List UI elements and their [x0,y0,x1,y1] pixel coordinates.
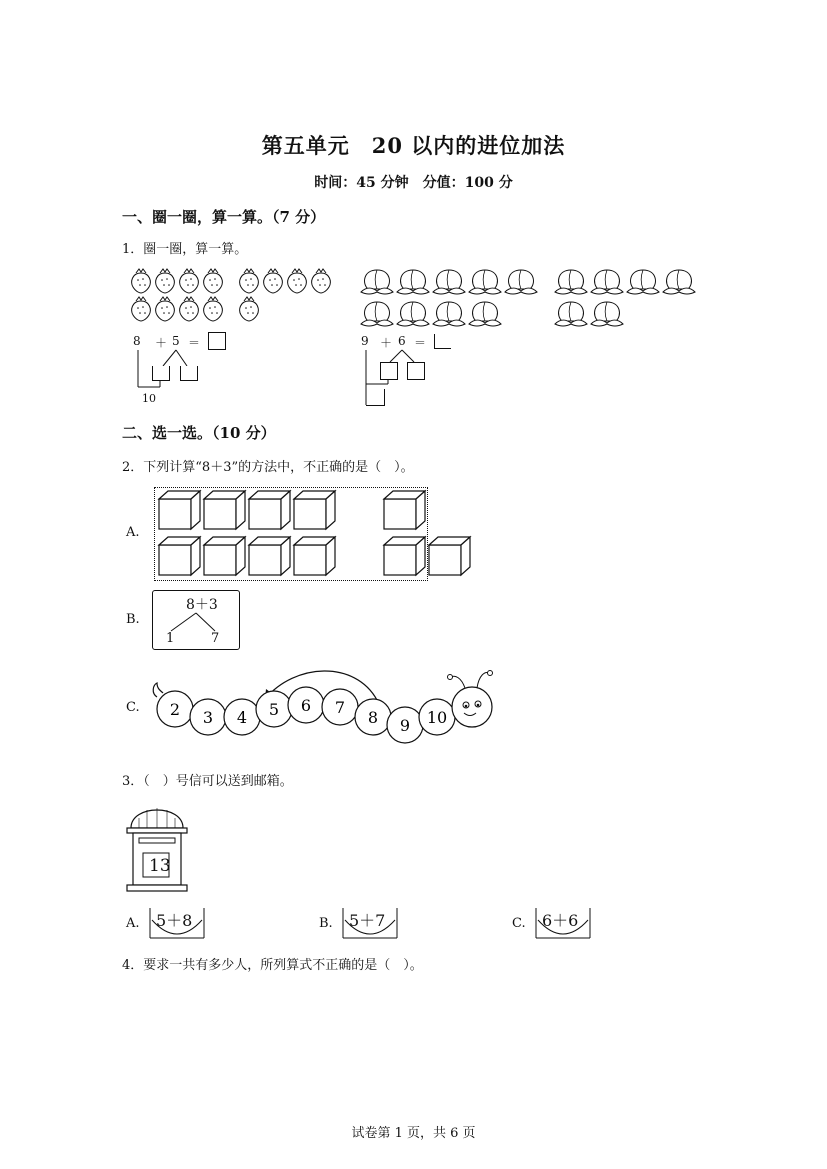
cube-icon [384,491,425,529]
page-subtitle: 时间：45 分钟 分值：100 分 [314,175,513,191]
cube-icon [249,537,290,575]
strawberry-icon-set-2 [240,269,331,321]
cube-icon [429,537,470,575]
decomposition-card [152,590,240,650]
caterpillar-segment-number: 10 [426,708,448,727]
question-3-text: 3．（ ）号信可以送到邮箱。 [122,774,293,789]
strawberry-icon-set-1 [132,269,223,321]
cube-icon [204,537,245,575]
tail-icon [153,683,163,697]
addend-b: 6 [398,334,406,348]
caterpillar-segment-number: 7 [334,698,346,717]
envelope-expression: 6＋6 [542,911,579,930]
addend-b: 5 [172,334,180,348]
caterpillar-segment-number: 3 [202,708,214,727]
page-footer: 试卷第 1 页，共 6 页 [351,1126,476,1141]
mailbox-icon [125,798,195,898]
cube-icon [159,491,200,529]
equals-sign: ＝ [414,336,427,350]
section-2-heading: 二、选一选。（10 分） [122,424,276,442]
envelope-expression: 5＋8 [156,911,193,930]
q3-option-label[interactable]: B. [319,916,333,931]
card-expression: 8＋3 [186,597,218,613]
peach-group [358,264,708,334]
question-2-text: 2．下列计算“8＋3”的方法中，不正确的是（ ）。 [122,460,414,475]
split-box-1[interactable] [380,362,398,380]
question-1-text: 1．圈一圈，算一算。 [122,242,248,257]
caterpillar-diagram [145,655,505,750]
caterpillar-segment-number: 8 [367,708,379,727]
strawberry-group [125,266,340,326]
option-c-label[interactable]: C. [126,700,140,715]
cube-icon [204,491,245,529]
split-box-1[interactable] [152,366,170,381]
envelope-expression: 5＋7 [349,911,386,930]
plus-sign: ＋ [380,336,393,350]
plus-sign: ＋ [155,336,168,350]
peach-icon-set-2 [555,270,695,326]
cube-icon [294,491,335,529]
caterpillar-segment-number: 6 [300,696,312,715]
cube-icon [249,491,290,529]
caterpillar-segment-number: 4 [236,708,248,727]
ten-label: 10 [142,392,156,405]
q3-option-label[interactable]: C. [512,916,526,931]
cube-diagram [150,485,480,585]
card-left-part: 1 [166,631,175,646]
decomposition-right [358,332,478,412]
question-4-text: 4．要求一共有多少人，所列算式不正确的是（ ）。 [122,958,423,973]
mailbox-number: 13 [149,856,171,876]
peach-icon-set-1 [361,270,537,326]
section-1-heading: 一、圈一圈，算一算。（7 分） [122,208,326,226]
caterpillar-segment-number: 5 [268,700,280,719]
cube-icon [159,537,200,575]
caterpillar-segment-number: 9 [399,716,411,735]
option-a-label[interactable]: A. [126,525,140,540]
caterpillar-segment-number: 2 [169,700,181,719]
cube-icon [384,537,425,575]
addend-a: 8 [133,334,141,348]
split-box-2[interactable] [407,362,425,380]
q3-option-label[interactable]: A. [126,916,140,931]
cube-icon [294,537,335,575]
decomposition-left [130,332,250,412]
option-b-label[interactable]: B. [126,612,140,627]
split-box-2[interactable] [180,366,198,381]
equals-sign: ＝ [188,336,201,350]
page-title: 第五单元 20 以内的进位加法 [261,133,566,158]
addend-a: 9 [361,334,369,348]
card-right-part: 7 [211,631,220,646]
sum-box[interactable] [366,389,385,406]
